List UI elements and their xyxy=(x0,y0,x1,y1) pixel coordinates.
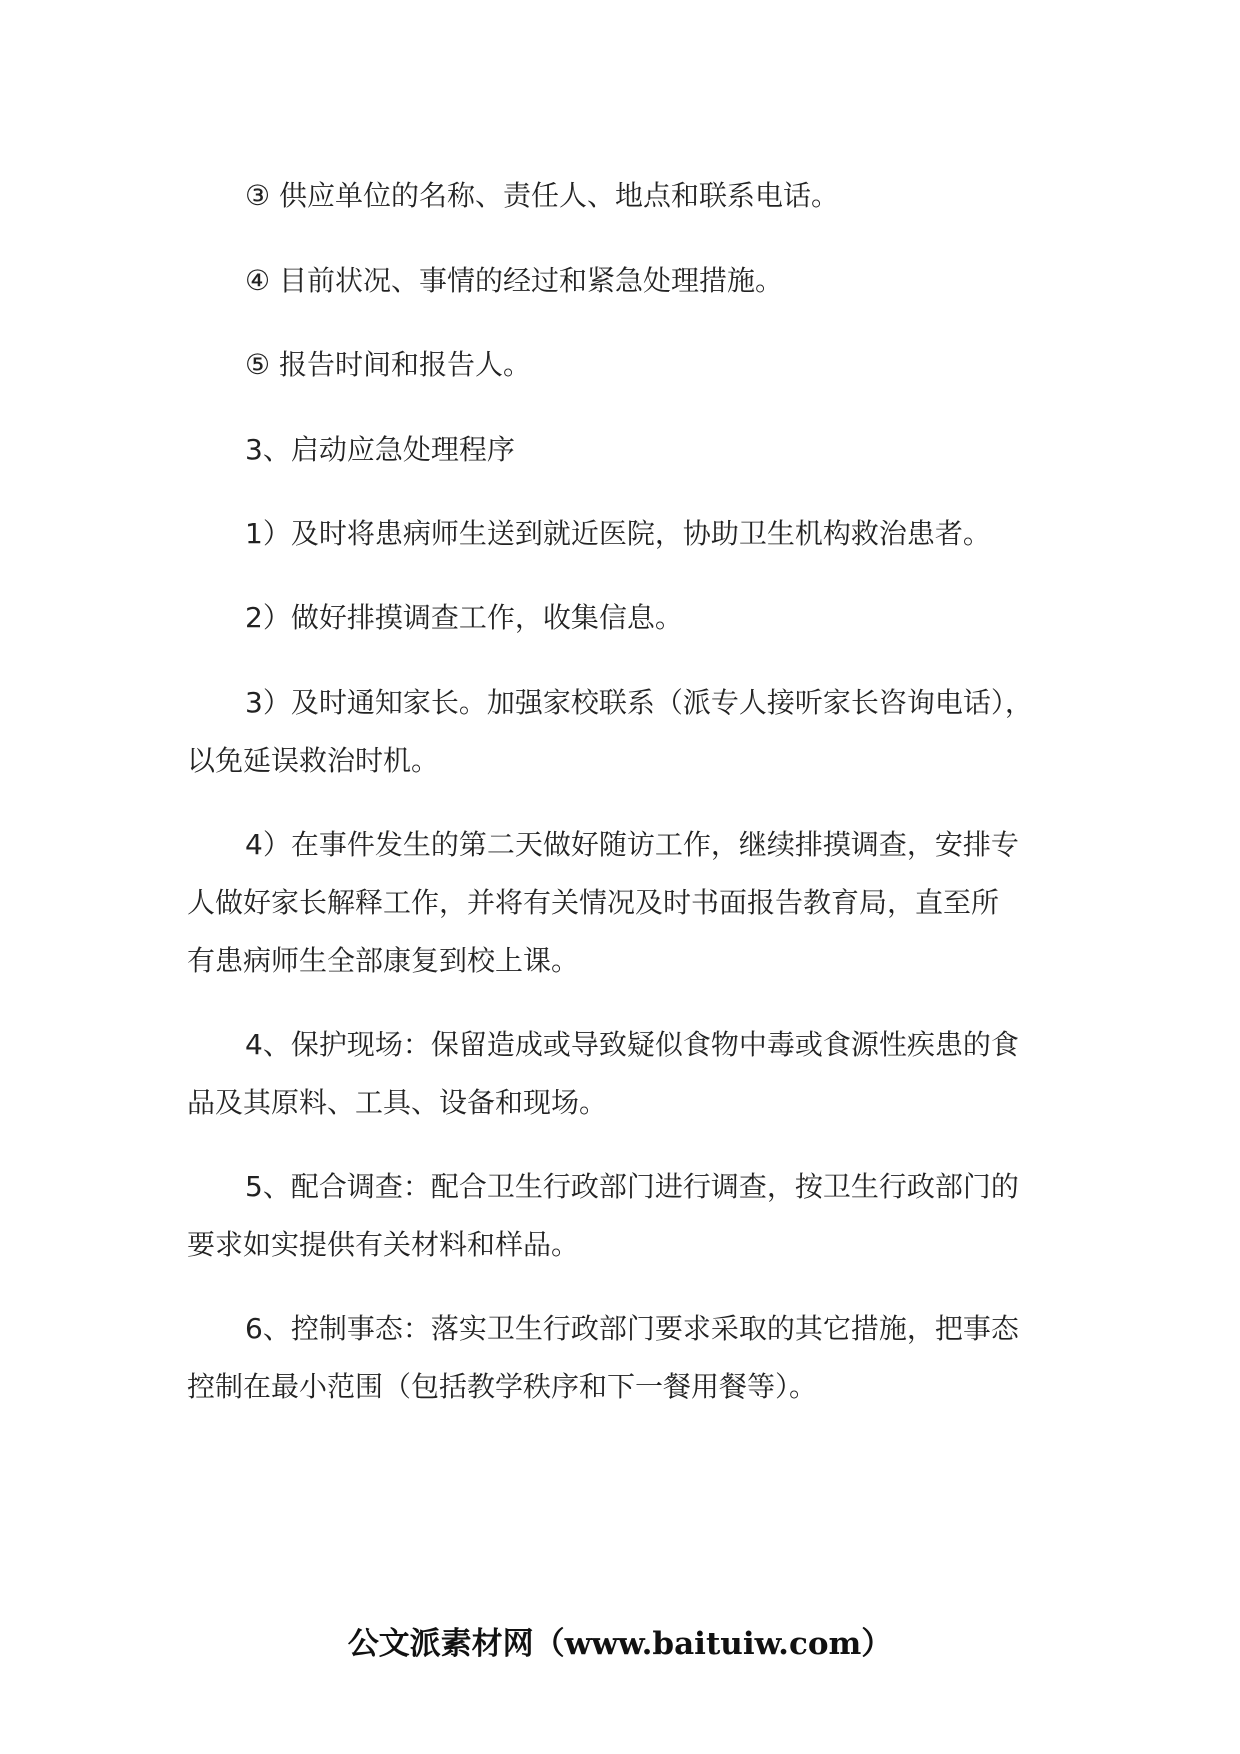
paragraph-line: 以免延误救治时机。 xyxy=(187,744,440,777)
footer-watermark: 公文派素材网（www.baituiw.com） xyxy=(347,1626,893,1662)
paragraph-line: 有患病师生全部康复到校上课。 xyxy=(187,944,580,977)
paragraph-line: 控制在最小范围（包括教学秩序和下一餐用餐等）。 xyxy=(187,1370,818,1403)
paragraph-line: 4、保护现场：保留造成或导致疑似食物中毒或食源性疾患的食 xyxy=(245,1028,1019,1061)
paragraph-line: 1）及时将患病师生送到就近医院，协助卫生机构救治患者。 xyxy=(245,517,991,550)
paragraph-line: ④ 目前状况、事情的经过和紧急处理措施。 xyxy=(245,264,784,297)
paragraph-line: 2）做好排摸调查工作，收集信息。 xyxy=(245,601,683,634)
paragraph-line: 5、配合调查：配合卫生行政部门进行调查，按卫生行政部门的 xyxy=(245,1170,1019,1203)
paragraph-line: 要求如实提供有关材料和样品。 xyxy=(187,1228,580,1261)
paragraph-line: 4）在事件发生的第二天做好随访工作，继续排摸调查，安排专 xyxy=(245,828,1019,861)
paragraph-line: 品及其原料、工具、设备和现场。 xyxy=(187,1086,608,1119)
section-heading: 3、启动应急处理程序 xyxy=(245,433,515,466)
paragraph-line: ⑤ 报告时间和报告人。 xyxy=(245,348,532,381)
paragraph-line: ③ 供应单位的名称、责任人、地点和联系电话。 xyxy=(245,179,840,212)
paragraph-line: 6、控制事态：落实卫生行政部门要求采取的其它措施，把事态 xyxy=(245,1312,1019,1345)
paragraph-line: 人做好家长解释工作，并将有关情况及时书面报告教育局，直至所 xyxy=(187,886,1000,919)
paragraph-line: 3）及时通知家长。加强家校联系（派专人接听家长咨询电话）， xyxy=(245,686,1033,719)
